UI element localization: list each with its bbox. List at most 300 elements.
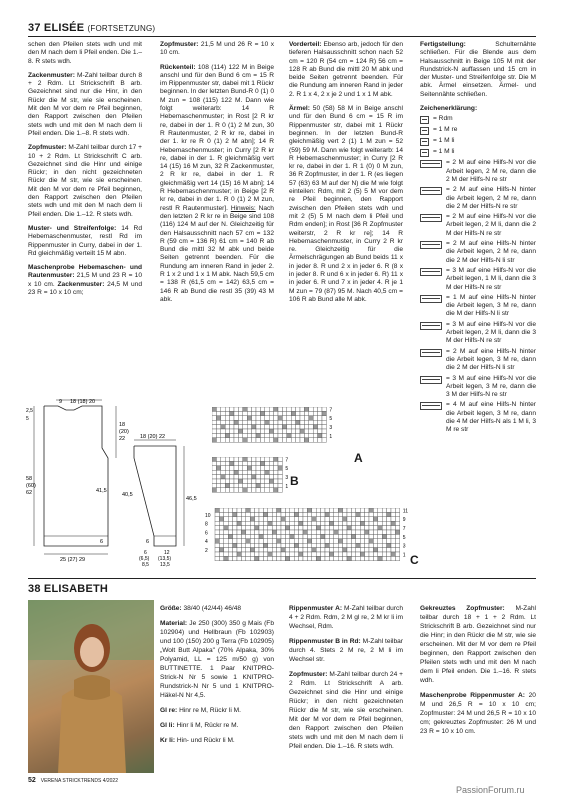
heading: Zopfmuster: xyxy=(28,144,67,152)
chart-cell xyxy=(294,521,298,525)
chart-cell xyxy=(268,556,272,560)
heading: Zopfmuster: xyxy=(289,671,328,678)
chart-cell xyxy=(281,530,285,534)
chart-cell xyxy=(291,411,295,415)
chart-cell xyxy=(313,416,317,420)
chart-cell xyxy=(365,508,369,512)
chart-cell xyxy=(325,548,329,552)
body-text: Ebenso arb, jedoch für den tieferen Halsausschnitt schon nach 52 cm = 120 R (54 cm = 124 R) 56 cm = 128 R ab Bund die mittl 20 M abk und beide Seiten getrennt beenden. Für die Rundung am inneren Rand in jeder 2. R 1 x 4, 2 x je 2 und 1 x 1 M abk. xyxy=(289,41,403,98)
back-bottom-label: 25 (27) 29 xyxy=(60,557,86,563)
sleeve-bottom-b: (6,5) xyxy=(139,556,150,562)
chart-cell xyxy=(230,488,234,492)
chart-cell xyxy=(382,548,386,552)
legend-item xyxy=(420,186,536,211)
chart-cell xyxy=(234,483,238,487)
chart-cell xyxy=(318,429,322,433)
chart-cell xyxy=(387,552,391,556)
chart-cell xyxy=(277,526,281,530)
chart-cell xyxy=(250,543,254,547)
chart-cell xyxy=(274,429,278,433)
chart-cell xyxy=(225,411,229,415)
chart-cell xyxy=(325,534,329,538)
chart-cell xyxy=(238,429,242,433)
chart-cell xyxy=(225,416,229,420)
legend-text: = 3 M auf eine Hilfs-N vor die Arbeit legen, 1 M li, dann die 3 M der Hilfs-N re str xyxy=(446,266,536,291)
chart-cell xyxy=(313,438,317,442)
chart-cell xyxy=(225,407,229,411)
chart-cell xyxy=(318,411,322,415)
chart-cell xyxy=(228,539,232,543)
chart-cell xyxy=(312,539,316,543)
chart-cell xyxy=(382,530,386,534)
legend-text: = 1 M li xyxy=(433,137,455,145)
chart-cell xyxy=(252,411,256,415)
chart-cell xyxy=(312,517,316,521)
chart-cell xyxy=(334,556,338,560)
legend-text: = 4 M auf eine Hilfs-N hinter die Arbeit legen, 3 M re, dann die 4 M der Hilfs-N als 1 M li, 3 M re str xyxy=(446,401,536,434)
chart-a-label: A xyxy=(354,451,363,465)
legend-item xyxy=(420,294,536,319)
chart-cell xyxy=(238,425,242,429)
chart-cell xyxy=(296,429,300,433)
chart-cell xyxy=(246,521,250,525)
chart-cell xyxy=(272,552,276,556)
chart-cell xyxy=(316,517,320,521)
chart-cell xyxy=(322,416,326,420)
chart-cell xyxy=(325,526,329,530)
chart-cell xyxy=(294,530,298,534)
body-text: M-Zahl teilbar durch 8 + 2 Rdm. Lt Strickschrift B arb. Gezeichnet sind nur die Hinr, in den Rückr die M str, wie sie erscheinen. Mit den M vor dem re Pfeil beginnen, den Rapport zwischen den Pfeilen stets wdh und mit den M nach dem li Pfeil enden. Die 1.–8. R stets wdh. xyxy=(28,71,142,137)
chart-cell xyxy=(260,470,264,474)
heading: Kr li: xyxy=(160,737,176,744)
chart-cell xyxy=(369,521,373,525)
chart-cell xyxy=(347,508,351,512)
chart-cell xyxy=(304,438,308,442)
chart-cell xyxy=(373,539,377,543)
chart-cell xyxy=(243,429,247,433)
chart-cell xyxy=(307,526,311,530)
chart-cell xyxy=(338,543,342,547)
chart-cell xyxy=(382,543,386,547)
chart-cell xyxy=(243,457,247,461)
chart-row-label-left: 6 xyxy=(205,530,208,537)
chart-cell xyxy=(238,466,242,470)
chart-cell xyxy=(272,521,276,525)
chart-cell xyxy=(309,433,313,437)
chart-cell xyxy=(334,517,338,521)
chart-cell xyxy=(365,548,369,552)
sleeve-top-label: 18 (20) 22 xyxy=(140,434,166,440)
chart-cell xyxy=(365,534,369,538)
chart-cell xyxy=(277,543,281,547)
chart-cell xyxy=(228,508,232,512)
chart-cell xyxy=(230,475,234,479)
chart-cell xyxy=(274,457,278,461)
chart-cell xyxy=(290,517,294,521)
chart-cell xyxy=(303,508,307,512)
chart-cell xyxy=(347,517,351,521)
chart-cell xyxy=(212,461,216,465)
chart-cell xyxy=(263,517,267,521)
heading: Größe: xyxy=(160,605,182,612)
chart-cell xyxy=(391,508,395,512)
chart-cell xyxy=(221,475,225,479)
chart-cell xyxy=(274,483,278,487)
chart-cell xyxy=(260,483,264,487)
chart-cell xyxy=(269,429,273,433)
body-text: 21,5 M und 26 R = 10 x 10 cm. xyxy=(160,41,274,57)
chart-cell xyxy=(224,552,228,556)
chart-cell xyxy=(233,539,237,543)
chart-cell xyxy=(256,411,260,415)
chart-cell xyxy=(243,433,247,437)
chart-cell xyxy=(316,521,320,525)
stitch-symbol-icon xyxy=(420,214,442,222)
chart-cell xyxy=(287,416,291,420)
chart-cell xyxy=(221,488,225,492)
chart-cell xyxy=(224,508,228,512)
chart-cell xyxy=(300,411,304,415)
chart-cell xyxy=(238,407,242,411)
chart-cell xyxy=(274,479,278,483)
chart-cell xyxy=(252,433,256,437)
chart-cell xyxy=(304,420,308,424)
chart-cell xyxy=(316,543,320,547)
chart-cell xyxy=(382,508,386,512)
heading: Fertigstellung: xyxy=(420,41,466,48)
chart-cell xyxy=(272,556,276,560)
chart-cell xyxy=(269,475,273,479)
chart-cell xyxy=(382,556,386,560)
chart-cell xyxy=(356,512,360,516)
heading: Gl re: xyxy=(160,707,178,714)
chart-cell xyxy=(378,534,382,538)
chart-row-label: 3 xyxy=(285,475,289,481)
sleeve-bottom-d: 12 xyxy=(164,550,170,556)
chart-cell xyxy=(281,508,285,512)
body-text: M-Zahl teilbar durch 4 + 2 Rdm. Rdm, 2 M gl re, 2 M kr li im Wechsel, Rdm. xyxy=(289,605,403,630)
sleeve-bottom-a: 6 xyxy=(144,550,147,556)
chart-cell xyxy=(260,429,264,433)
chart-cell xyxy=(351,508,355,512)
chart-cell xyxy=(277,534,281,538)
magazine-name: VERENA STRICKTRENDS 4/2022 xyxy=(40,778,118,784)
chart-cell xyxy=(312,556,316,560)
chart-cell xyxy=(215,521,219,525)
chart-cell xyxy=(233,556,237,560)
chart-cell xyxy=(281,526,285,530)
chart-cell xyxy=(321,556,325,560)
stitch-symbol-icon xyxy=(420,376,442,384)
heading: Gekreuztes Zopfmuster: xyxy=(420,605,505,612)
column-1 xyxy=(28,41,142,303)
chart-cell xyxy=(294,508,298,512)
legend-text: = 1 M auf eine Hilfs-N hinter die Arbeit legen, 3 M re, dann die M der Hilfs-N li str xyxy=(446,293,536,318)
chart-cell xyxy=(356,508,360,512)
chart-cell xyxy=(338,517,342,521)
chart-cell xyxy=(272,539,276,543)
chart-cell xyxy=(256,438,260,442)
chart-cell xyxy=(281,539,285,543)
chart-cell xyxy=(347,534,351,538)
back-top-label-b: 18 (18) 20 xyxy=(70,399,96,405)
chart-cell xyxy=(216,420,220,424)
chart-cell xyxy=(247,411,251,415)
chart-cell xyxy=(291,438,295,442)
section-38-header xyxy=(28,583,108,595)
chart-cell xyxy=(329,512,333,516)
chart-cell xyxy=(360,530,364,534)
chart-cell xyxy=(285,512,289,516)
chart-cell xyxy=(212,425,216,429)
chart-cell xyxy=(225,488,229,492)
chart-cell xyxy=(278,420,282,424)
chart-cell xyxy=(369,539,373,543)
chart-cell xyxy=(299,517,303,521)
chart-cell xyxy=(299,530,303,534)
chart-cell xyxy=(278,461,282,465)
chart-cell xyxy=(334,530,338,534)
chart-cell xyxy=(259,534,263,538)
chart-row-label: 3 xyxy=(329,425,333,431)
chart-cell xyxy=(356,530,360,534)
chart-cell xyxy=(360,556,364,560)
chart-cell xyxy=(351,521,355,525)
chart-cell xyxy=(278,475,282,479)
chart-cell xyxy=(272,534,276,538)
chart-cell xyxy=(255,543,259,547)
chart-cell xyxy=(255,556,259,560)
chart-cell xyxy=(247,475,251,479)
chart-cell xyxy=(387,543,391,547)
chart-cell xyxy=(391,556,395,560)
chart-cell xyxy=(321,526,325,530)
chart-cell xyxy=(391,548,395,552)
chart-cell xyxy=(325,539,329,543)
chart-cell xyxy=(219,526,223,530)
chart-cell xyxy=(351,512,355,516)
chart-cell xyxy=(238,416,242,420)
chart-cell xyxy=(238,461,242,465)
chart-cell xyxy=(265,425,269,429)
chart-cell xyxy=(230,416,234,420)
chart-cell xyxy=(252,475,256,479)
chart-cell xyxy=(287,407,291,411)
chart-cell xyxy=(294,526,298,530)
back-armhole-a: 18 xyxy=(119,422,126,428)
chart-cell xyxy=(312,508,316,512)
chart-cell xyxy=(246,552,250,556)
chart-cell xyxy=(365,539,369,543)
chart-cell xyxy=(255,526,259,530)
chart-cell xyxy=(299,552,303,556)
chart-cell xyxy=(277,508,281,512)
chart-cell xyxy=(325,521,329,525)
chart-cell xyxy=(250,512,254,516)
chart-cell xyxy=(360,512,364,516)
chart-cell xyxy=(255,548,259,552)
sleeve-left-label: 40,5 xyxy=(122,492,133,498)
chart-a xyxy=(212,407,342,452)
chart-cell xyxy=(356,521,360,525)
chart-cell xyxy=(265,488,269,492)
column-4 xyxy=(420,41,536,437)
chart-cell xyxy=(312,530,316,534)
chart-cell xyxy=(300,407,304,411)
chart-cell xyxy=(252,425,256,429)
chart-cell xyxy=(237,534,241,538)
chart-cell xyxy=(233,521,237,525)
chart-cell xyxy=(238,457,242,461)
chart-cell xyxy=(219,556,223,560)
chart-cell xyxy=(281,552,285,556)
back-side-label: 41,5 xyxy=(96,488,107,494)
chart-cell xyxy=(334,543,338,547)
chart-cell xyxy=(219,534,223,538)
chart-cell xyxy=(277,548,281,552)
chart-cell xyxy=(395,521,399,525)
chart-cell xyxy=(260,416,264,420)
chart-cell xyxy=(233,548,237,552)
chart-cell xyxy=(228,521,232,525)
chart-cell xyxy=(300,425,304,429)
chart-cell xyxy=(233,526,237,530)
chart-cell xyxy=(228,534,232,538)
chart-cell xyxy=(212,438,216,442)
chart-cell xyxy=(268,526,272,530)
chart-cell xyxy=(234,420,238,424)
chart-cell xyxy=(252,407,256,411)
chart-cell xyxy=(255,508,259,512)
chart-cell xyxy=(268,543,272,547)
chart-cell xyxy=(228,543,232,547)
chart-cell xyxy=(265,479,269,483)
chart-cell xyxy=(274,475,278,479)
chart-cell xyxy=(216,466,220,470)
chart-cell xyxy=(391,512,395,516)
chart-cell xyxy=(268,534,272,538)
chart-cell xyxy=(338,539,342,543)
stitch-symbol-icon xyxy=(420,349,442,357)
chart-cell xyxy=(243,470,247,474)
chart-cell xyxy=(313,433,317,437)
lower-column-3 xyxy=(289,604,403,757)
chart-cell xyxy=(265,420,269,424)
chart-cell xyxy=(313,411,317,415)
chart-cell xyxy=(237,530,241,534)
chart-cell xyxy=(225,470,229,474)
chart-cell xyxy=(285,526,289,530)
chart-cell xyxy=(373,526,377,530)
chart-cell xyxy=(259,521,263,525)
heading: Maschenprobe Rippenmuster A: xyxy=(420,692,525,699)
chart-cell xyxy=(224,539,228,543)
chart-cell xyxy=(238,470,242,474)
body-text: M-Zahl teilbar durch 4. Stets 2 M re, 2 M li im Wechsel str. xyxy=(289,638,403,663)
body-text: Nach den letzten 2 R kr re in Beige sind 108 (116) 124 M auf der N. Gleichzeitig für den Halsausschnitt nach 57 cm = 132 R (59 cm = 136 R) 61 cm = 140 R ab Bund die mittl 32 M abk und beide Seiten getrennt beenden. Für die Rundung am inneren Rand in jeder 2. R 1 x 2 und 1 x 1 M abk. Nach 59,5 cm = 138 R (61,5 cm = 142) 63,5 cm = 146 R ab Bund die restl 35 (39) 43 M abk. xyxy=(160,204,274,303)
chart-cell xyxy=(378,526,382,530)
chart-cell xyxy=(338,534,342,538)
chart-cell xyxy=(263,539,267,543)
chart-cell xyxy=(238,488,242,492)
chart-cell xyxy=(215,552,219,556)
chart-cell xyxy=(216,433,220,437)
legend-item xyxy=(420,137,536,146)
chart-cell xyxy=(228,526,232,530)
chart-cell xyxy=(334,548,338,552)
chart-cell xyxy=(299,521,303,525)
chart-cell xyxy=(230,466,234,470)
chart-cell xyxy=(303,530,307,534)
chart-cell xyxy=(228,552,232,556)
chart-cell xyxy=(313,407,317,411)
chart-cell xyxy=(338,526,342,530)
chart-cell xyxy=(252,457,256,461)
chart-cell xyxy=(263,534,267,538)
chart-cell xyxy=(277,556,281,560)
chart-cell xyxy=(278,457,282,461)
chart-cell xyxy=(233,530,237,534)
legend-item xyxy=(420,401,536,434)
stitch-symbol-icon xyxy=(420,295,442,303)
chart-cell xyxy=(329,526,333,530)
chart-cell xyxy=(316,530,320,534)
chart-cell xyxy=(225,457,229,461)
chart-cell xyxy=(365,521,369,525)
chart-cell xyxy=(290,556,294,560)
chart-cell xyxy=(255,552,259,556)
legend-text: = Rdm xyxy=(433,115,453,123)
chart-cell xyxy=(250,526,254,530)
chart-cell xyxy=(294,556,298,560)
chart-cell xyxy=(272,512,276,516)
chart-cell xyxy=(285,534,289,538)
chart-cell xyxy=(387,526,391,530)
chart-cell xyxy=(309,416,313,420)
chart-cell xyxy=(387,512,391,516)
chart-cell xyxy=(356,556,360,560)
chart-cell xyxy=(215,508,219,512)
chart-cell xyxy=(356,526,360,530)
chart-cell xyxy=(215,534,219,538)
chart-cell xyxy=(369,512,373,516)
chart-cell xyxy=(329,556,333,560)
chart-cell xyxy=(241,530,245,534)
chart-cell xyxy=(216,438,220,442)
chart-cell xyxy=(241,548,245,552)
chart-cell xyxy=(329,517,333,521)
heading: Gl li: xyxy=(160,722,175,729)
model-photo xyxy=(28,600,154,773)
chart-cell xyxy=(343,521,347,525)
chart-cell xyxy=(246,508,250,512)
chart-cell xyxy=(277,521,281,525)
chart-cell xyxy=(343,517,347,521)
heading: Muster- und Streifenfolge: xyxy=(28,224,117,232)
chart-cell xyxy=(274,433,278,437)
chart-cell xyxy=(369,517,373,521)
back-shoulder-a: 2,5 xyxy=(26,408,33,414)
chart-cell xyxy=(321,548,325,552)
chart-cell xyxy=(256,420,260,424)
chart-cell xyxy=(237,526,241,530)
chart-cell xyxy=(265,466,269,470)
chart-cell xyxy=(237,508,241,512)
legend-heading: Zeichenerklärung: xyxy=(420,105,478,113)
chart-cell xyxy=(351,548,355,552)
chart-cell xyxy=(387,517,391,521)
chart-cell xyxy=(263,526,267,530)
